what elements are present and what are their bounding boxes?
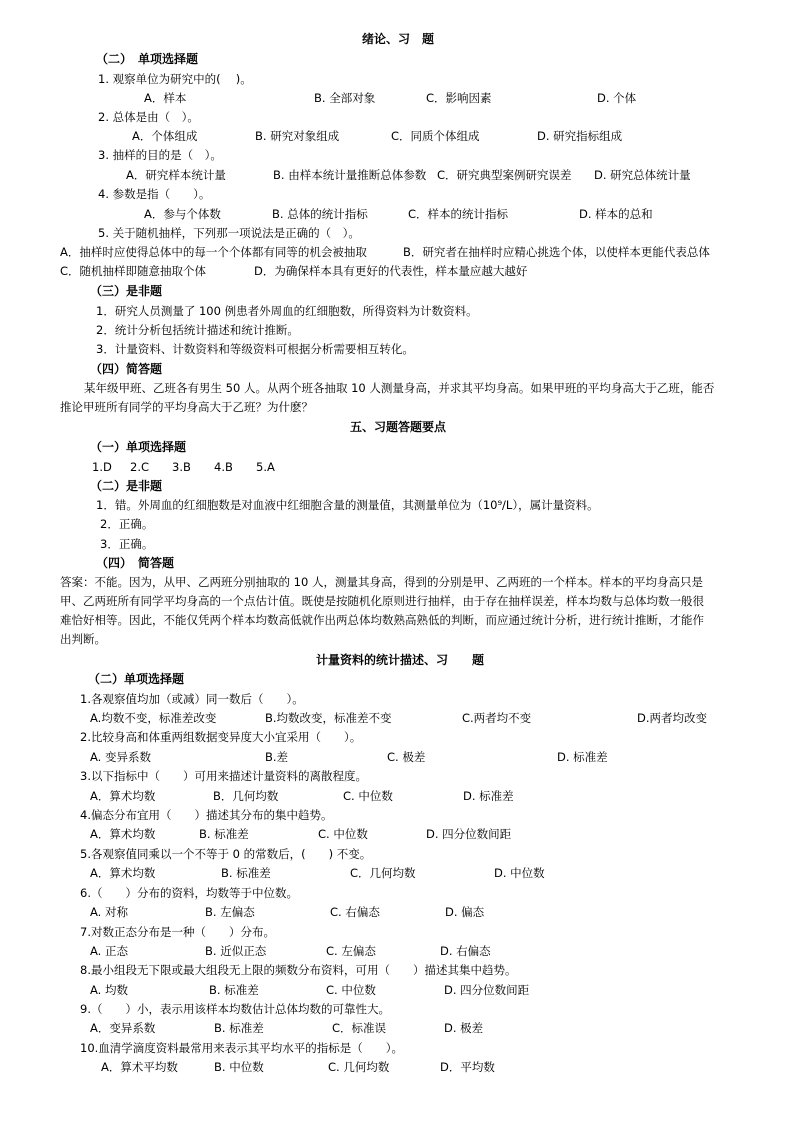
m-question-2: 2.比较身高和体重两组数据变异度大小宜采用（ ）。 [80, 730, 362, 744]
short-answer-line-2: 甲、乙两班所有同学平均身高的一个点估计值。既使是按随机化原则进行抽样，由于存在抽样误差，样本均数与总体均数一般很 [60, 594, 704, 608]
m-question-7: 7.对数正态分布是一种（ ）分布。 [80, 925, 275, 939]
m-option-5b: B. 标准差 [221, 866, 271, 880]
m-option-8c: C. 中位数 [326, 983, 376, 997]
m-option-3c: C. 中位数 [343, 789, 393, 803]
option-2a: A．个体组成 [132, 129, 198, 143]
m-option-6d: D. 偏态 [445, 905, 485, 919]
short-question-line-2: 推论甲班所有同学的平均身高大于乙班？为什麽？ [60, 400, 313, 414]
m-option-4b: B. 标准差 [199, 827, 249, 841]
m-question-9: 9.（ ）小，表示用该样本均数估计总体均数的可靠性大。 [80, 1002, 390, 1016]
answer-4: 4.B [214, 460, 233, 474]
answer-3: 3.B [172, 460, 191, 474]
m-question-3: 3.以下指标中（ ）可用来描述计量资料的离散程度。 [80, 769, 367, 783]
question-5: 5. 关于随机抽样，下列那一项说法是正确的（ ）。 [98, 226, 360, 240]
m-option-6a: A. 对称 [90, 905, 128, 919]
m-question-1: 1.各观察值均加（或减）同一数后（ ）。 [80, 692, 304, 706]
m-option-2b: B.差 [265, 750, 289, 764]
tf-statement-1: 1．研究人员测量了 100 例患者外周血的红细胞数，所得资料为计数资料。 [96, 304, 478, 318]
heading-single-choice: （二） 单项选择题 [96, 52, 199, 66]
m-option-8a: A. 均数 [90, 983, 128, 997]
section-title-measurement-data: 计量资料的统计描述、习 题 [316, 653, 485, 667]
m-option-6c: C. 右偏态 [330, 905, 380, 919]
option-3d: D. 研究总体统计量 [594, 168, 691, 182]
m-option-7a: A. 正态 [90, 944, 128, 958]
heading-true-false-answers: （二）是非题 [90, 479, 163, 493]
m-question-6: 6.（ ）分布的资料，均数等于中位数。 [80, 886, 298, 900]
m-question-8: 8.最小组段无下限或最大组段无上限的频数分布资料，可用（ ）描述其集中趋势。 [80, 963, 517, 977]
m-option-1c: C.两者均不变 [462, 711, 532, 725]
m-option-2d: D. 标准差 [557, 750, 608, 764]
tf-statement-2: 2．统计分析包括统计描述和统计推断。 [96, 323, 299, 337]
option-5c: C．随机抽样即随意抽取个体 [60, 264, 207, 278]
tf-answer-1: 1．错。外周血的红细胞数是对血液中红细胞含量的测量值，其测量单位为（10⁹/L），属计量资料。 [96, 498, 599, 512]
m-option-7c: C. 左偏态 [326, 944, 376, 958]
option-5a: A．抽样时应使得总体中的每一个个体都有同等的机会被抽取 [60, 245, 367, 259]
m-option-5c: C．几何均数 [350, 866, 416, 880]
answer-5: 5.A [256, 460, 275, 474]
m-option-1d: D.两者均改变 [637, 711, 708, 725]
m-option-1a: A.均数不变，标准差改变 [90, 711, 217, 725]
m-option-4c: C. 中位数 [318, 827, 368, 841]
m-option-10a: A．算术平均数 [101, 1060, 178, 1074]
option-1c: C．影响因素 [426, 91, 492, 105]
m-question-10: 10.血清学滴度资料最常用来表示其平均水平的指标是（ ）。 [80, 1041, 404, 1055]
option-2c: C．同质个体组成 [391, 129, 480, 143]
m-option-10d: D．平均数 [440, 1060, 495, 1074]
tf-statement-3: 3．计量资料、计数资料和等级资料可根据分析需要相互转化。 [96, 342, 414, 356]
option-2b: B. 研究对象组成 [255, 129, 340, 143]
option-1b: B. 全部对象 [314, 91, 376, 105]
m-option-9c: C．标准误 [332, 1021, 387, 1035]
m-question-4: 4.偏态分布宜用（ ）描述其分布的集中趋势。 [80, 808, 333, 822]
option-4b: B. 总体的统计指标 [272, 207, 368, 221]
option-2d: D. 研究指标组成 [537, 129, 623, 143]
option-1d: D. 个体 [597, 91, 637, 105]
short-answer-line-3: 难恰好相等。因此，不能仅凭两个样本均数高低就作出两总体均数熟高熟低的判断，而应通过统计分析，进行统计推断，才能作 [60, 613, 704, 627]
m-option-6b: B. 左偏态 [205, 905, 255, 919]
option-5d: D．为确保样本具有更好的代表性，样本量应越大越好 [254, 264, 528, 278]
m-option-9a: A．变异系数 [90, 1021, 156, 1035]
short-answer-line-1: 答案：不能。因为，从甲、乙两班分别抽取的 10 人，测量其身高，得到的分别是甲、乙两班的一个样本。样本的平均身高只是 [60, 575, 703, 589]
m-option-9b: B. 标准差 [214, 1021, 264, 1035]
option-3a: A．研究样本统计量 [126, 168, 226, 182]
heading-true-false: （三）是非题 [90, 284, 163, 298]
question-1: 1. 观察单位为研究中的( )。 [98, 72, 252, 86]
section-title-answer-keys: 五、习题答题要点 [350, 420, 447, 434]
question-3: 3. 抽样的目的是（ ）。 [98, 148, 222, 162]
m-option-7d: D. 右偏态 [440, 944, 491, 958]
answer-2: 2.C [130, 460, 150, 474]
question-4: 4. 参数是指（ ）。 [98, 187, 211, 201]
m-option-5a: A．算术均数 [90, 866, 156, 880]
m-option-5d: D. 中位数 [494, 866, 545, 880]
heading-short-answer-answers: （四） 简答题 [96, 556, 175, 570]
section-title-intro-exercises: 绪论、习 题 [362, 32, 435, 46]
option-3c: C．研究典型案例研究误差 [437, 168, 572, 182]
m-option-3d: D. 标准差 [463, 789, 514, 803]
question-2: 2. 总体是由（ ）。 [98, 110, 199, 124]
option-5b: B．研究者在抽样时应精心挑选个体，以使样本更能代表总体 [403, 245, 710, 259]
option-4c: C．样本的统计指标 [408, 207, 509, 221]
option-1a: A．样本 [144, 91, 187, 105]
option-4a: A．参与个体数 [144, 207, 221, 221]
m-option-7b: B. 近似正态 [205, 944, 267, 958]
m-option-10b: B. 中位数 [214, 1060, 264, 1074]
heading-single-choice-measurement: （二）单项选择题 [88, 672, 185, 686]
short-question-line-1: 某年级甲班、乙班各有男生 50 人。从两个班各抽取 10 人测量身高，并求其平均身高。如果甲班的平均身高大于乙班，能否 [84, 381, 715, 395]
m-option-1b: B.均数改变，标准差不变 [265, 711, 392, 725]
m-option-9d: D. 极差 [444, 1021, 484, 1035]
option-3b: B. 由样本统计量推断总体参数 [273, 168, 427, 182]
m-option-2a: A. 变异系数 [90, 750, 151, 764]
m-option-2c: C. 极差 [387, 750, 426, 764]
tf-answer-2: 2．正确。 [100, 517, 154, 531]
answer-1: 1.D [92, 460, 112, 474]
m-question-5: 5.各观察值同乘以一个不等于 0 的常数后，( ) 不变。 [80, 847, 372, 861]
m-option-4a: A．算术均数 [90, 827, 156, 841]
tf-answer-3: 3．正确。 [100, 537, 154, 551]
m-option-3b: B．几何均数 [213, 789, 279, 803]
m-option-3a: A．算术均数 [90, 789, 156, 803]
short-answer-line-4: 出判断。 [60, 632, 106, 646]
heading-single-choice-answers: （一）单项选择题 [90, 440, 187, 454]
m-option-8d: D. 四分位数间距 [444, 983, 530, 997]
m-option-10c: C. 几何均数 [328, 1060, 390, 1074]
m-option-4d: D. 四分位数间距 [426, 827, 512, 841]
heading-short-answer: （四）简答题 [90, 362, 163, 376]
m-option-8b: B. 标准差 [209, 983, 259, 997]
option-4d: D. 样本的总和 [579, 207, 653, 221]
